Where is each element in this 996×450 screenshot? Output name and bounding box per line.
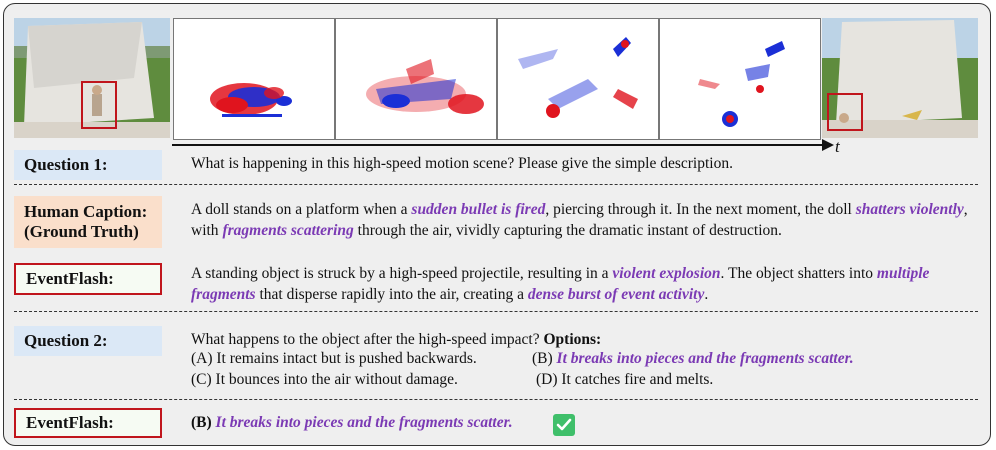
options-label: Options: [543,331,602,348]
time-axis [172,144,827,146]
text-span: A doll stands on a platform when a [191,201,412,218]
human-caption-text [191,200,981,241]
text-span: , with [191,201,968,239]
eventflash-answer [191,414,513,432]
option-b-text: It breaks into pieces and the fragments scatter. [556,350,854,367]
green-check-icon [553,414,575,436]
human-caption-label-line2: (Ground Truth) [24,222,139,241]
option-c: (C) It bounces into the air without damage. [191,371,458,388]
time-axis-label: t [835,137,840,156]
text-span: that disperse rapidly into the air, creating a [255,285,528,303]
eventflash-label-1 [14,263,162,295]
event-frame-4 [659,18,821,140]
human-caption-label-line1: Human Caption: [24,202,148,221]
text-span: . The object shatters into [720,265,877,282]
event-frame-2 [335,18,497,140]
first-frame-photo [14,18,170,138]
separator [14,399,978,400]
question-1-label-text: Question 1: [24,155,108,174]
question-2-text [191,330,981,351]
separator [14,184,978,185]
last-frame-photo [822,18,978,138]
highlight-span: fragments scattering [222,221,354,239]
question-1-label [14,150,162,180]
text-span: , piercing through it. In the next moment, the doll [545,201,856,218]
eventflash-label-text: EventFlash: [26,413,114,432]
event-frame-3 [497,18,659,140]
question-1-text: What is happening in this high-speed motion scene? Please give the simple description. [191,155,733,172]
time-arrow-icon [822,139,834,151]
highlight-span: violent explosion [612,265,721,282]
highlight-span: shatters violently [855,201,964,218]
option-d: (D) It catches fire and melts. [536,371,714,388]
question-2-label [14,326,162,356]
option-b-prefix: (B) [532,350,557,367]
event-frame-1 [173,18,335,140]
text-span: through the air, vividly capturing the dramatic instant of destruction. [353,221,782,239]
eventflash-label-text: EventFlash: [26,269,114,288]
highlight-span: dense burst of event activity [527,285,705,303]
text-span: A standing object is struck by a high-speed projectile, resulting in a [191,265,613,282]
human-caption-label [14,196,162,248]
question-2-label-text: Question 2: [24,331,108,350]
answer-text: It breaks into pieces and the fragments scatter. [215,414,513,431]
eventflash-description [191,264,981,305]
highlight-span: sudden bullet is fired [411,201,546,218]
eventflash-label-2 [14,408,162,438]
highlight-span: multiple fragments [191,265,930,303]
separator [14,311,978,312]
option-b [532,350,854,368]
option-a: (A) It remains intact but is pushed backwards. [191,350,477,367]
text-span: What happens to the object after the high-speed impact? [191,331,544,348]
text-span: . [704,285,709,303]
answer-prefix: (B) [191,414,216,431]
